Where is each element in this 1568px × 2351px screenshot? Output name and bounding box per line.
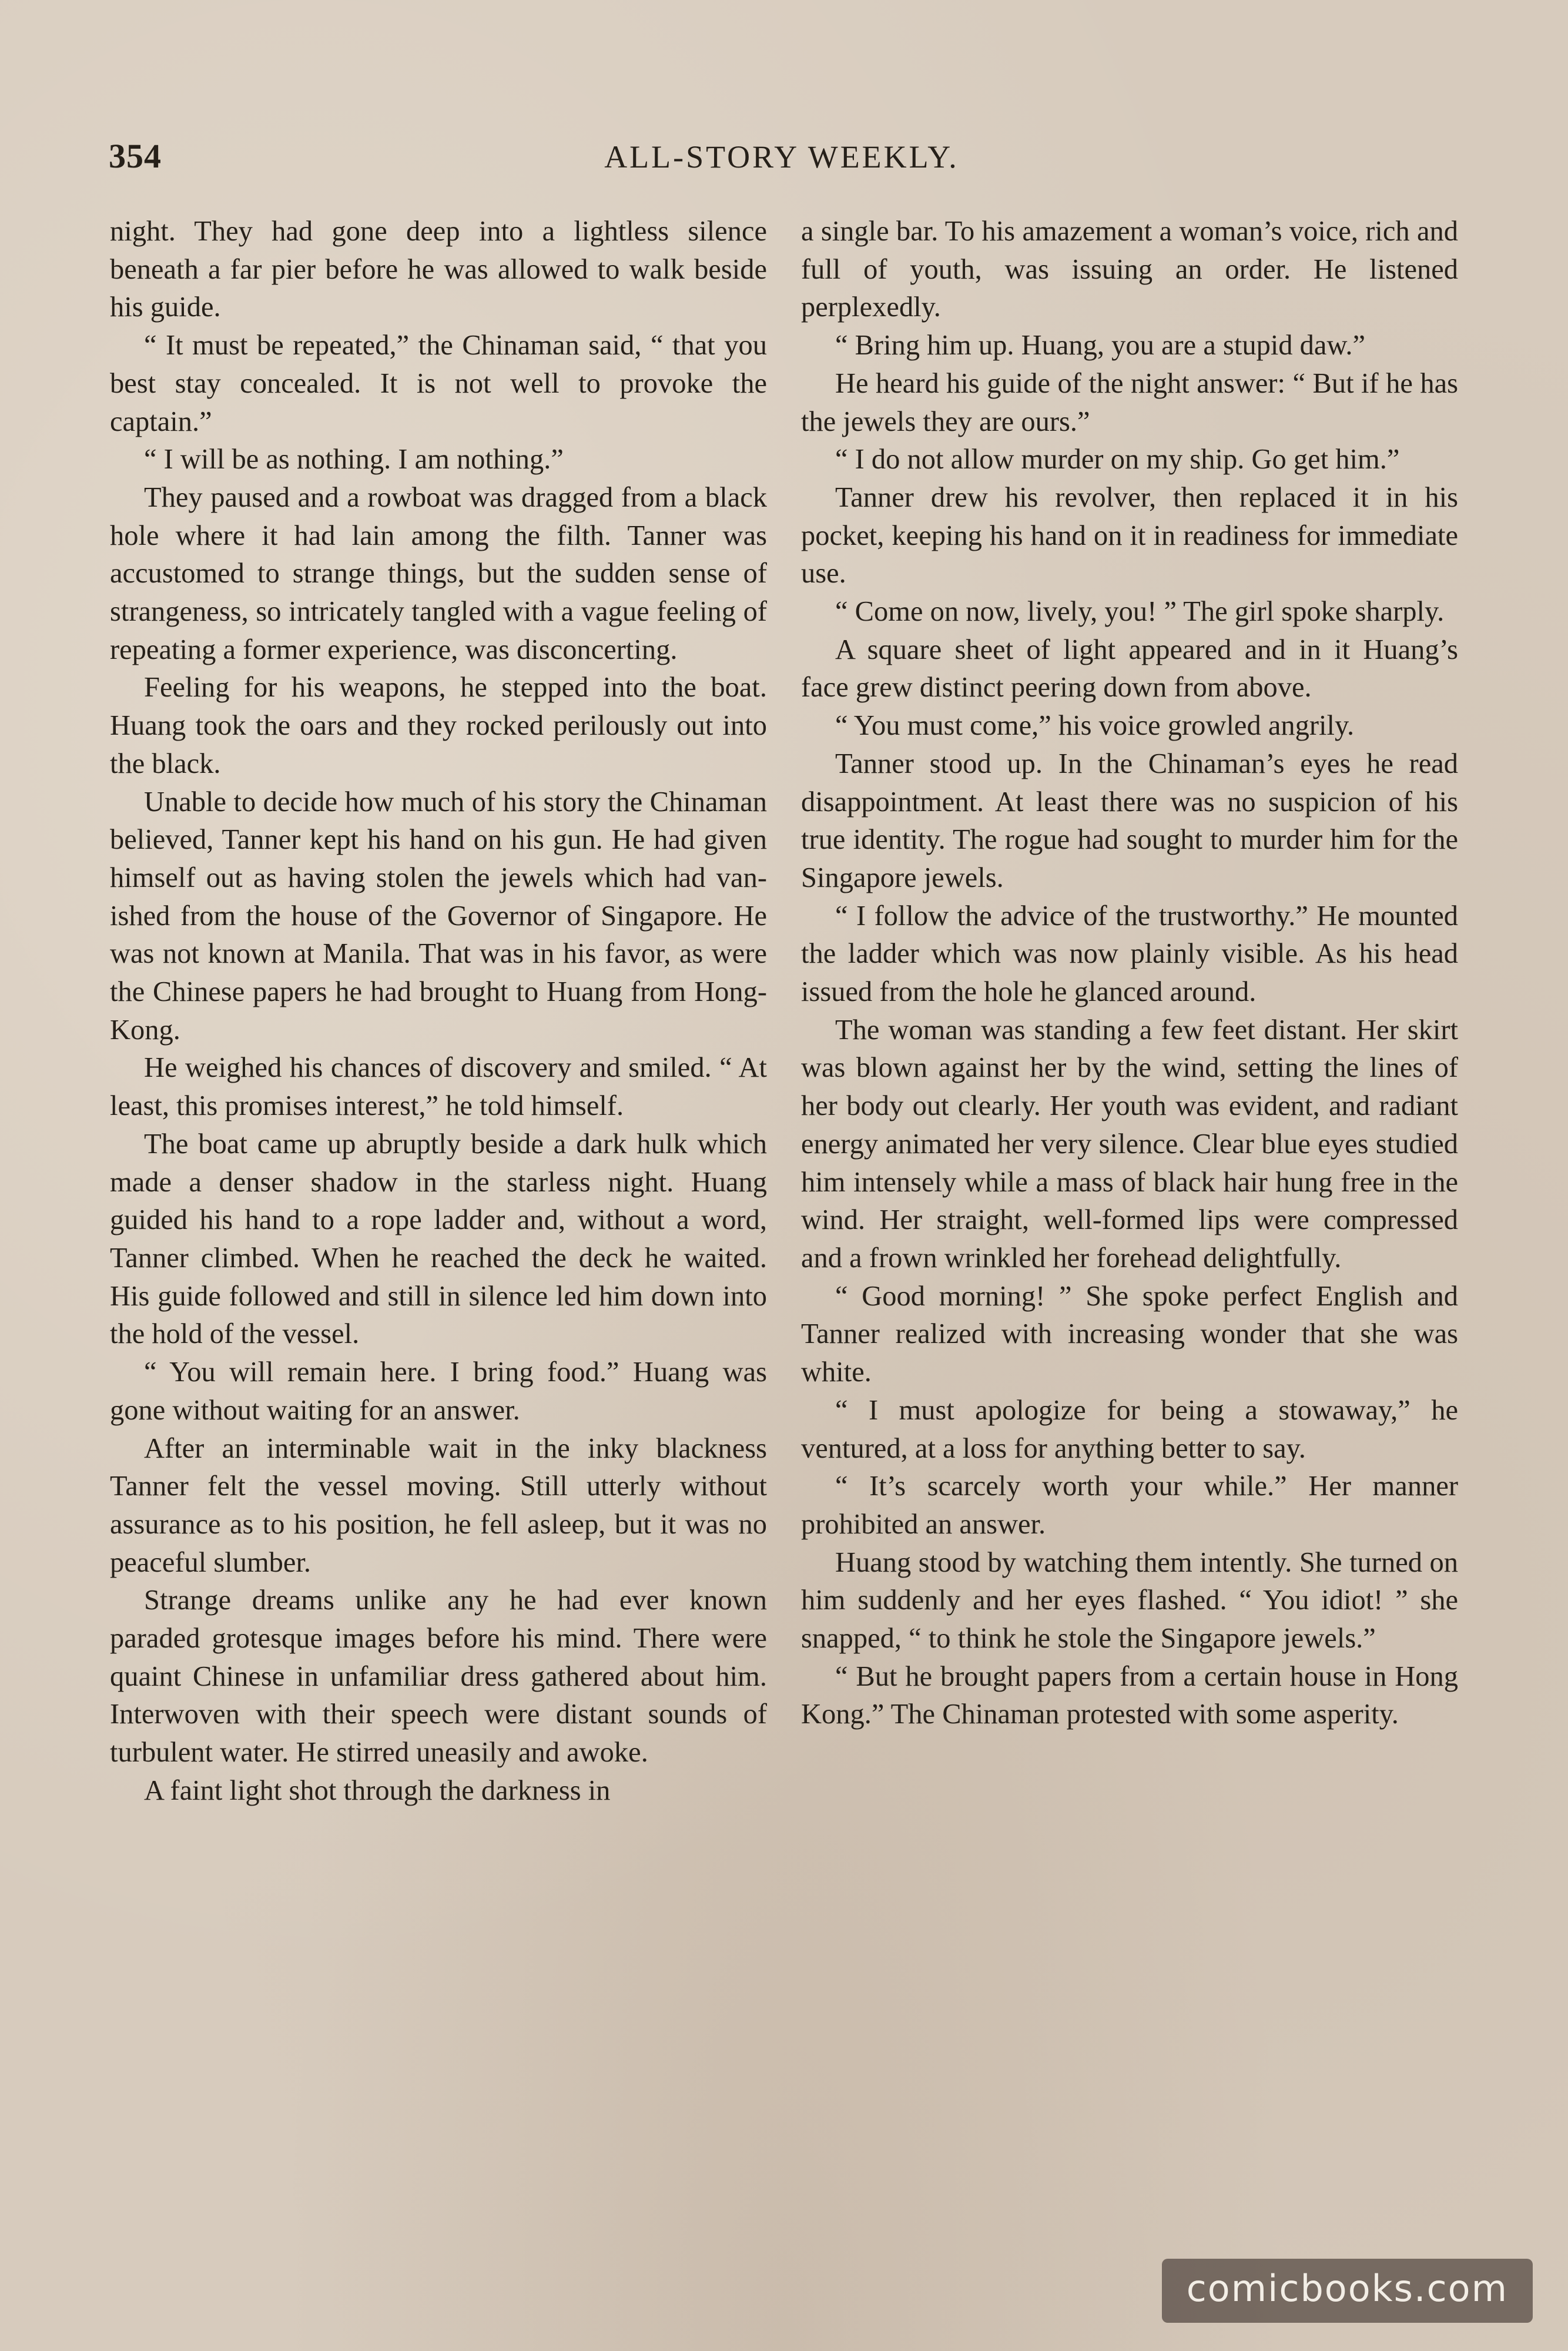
paragraph: He weighed his chances of discovery and smiled. “ At least, this promises interest,” he told himself. [110, 1052, 767, 1122]
paragraph: “ I must apologize for being a stowaway,” he ventured, at a loss for anything better to say. [801, 1394, 1458, 1464]
paragraph: a single bar. To his amazement a woman’s voice, rich and full of youth, was issuing an order. He listened perplexedly. [801, 216, 1458, 323]
paragraph: Huang stood by watching them intently. She turned on him suddenly and her eyes flashed. “ You idiot! ” she snapped, “ to think he stole the Singapore jewels.” [801, 1546, 1458, 1655]
paragraph: After an interminable wait in the inky blackness Tanner felt the vessel moving. Still utterly without assurance as to his position, he fell asleep, but it was no peaceful slumber. [110, 1432, 767, 1578]
paragraph: “ I do not allow murder on my ship. Go get him.” [835, 444, 1400, 475]
paragraph: “ I will be as nothing. I am nothing.” [144, 444, 564, 475]
paragraph: The woman was standing a few feet distant. Her skirt was blown against her by the wind, setting the lines of her body out clearly. Her youth was evident, and radiant energy animated her very silence. Clear blue eyes studied him intensely while a mass of black hair hung free in the wind. Her straight, well-formed lips were compressed and a frown wrinkled her forehead delightfully. [801, 1014, 1458, 1274]
paragraph: “ But he brought papers from a certain house in Hong Kong.” The Chinaman protested with some asperity. [801, 1660, 1458, 1730]
paragraph: Unable to decide how much of his story the Chinaman believed, Tanner kept his hand on his gun. He had given himself out as having stolen the jewels which had vanished from the house of the Governor of Singapore. He was not known at Manila. That was in his favor, as were the Chinese papers he had brought to Huang from Hong-Kong. [110, 786, 767, 1046]
paragraph: Tanner stood up. In the Chinaman’s eyes he read disappointment. At least there was no suspicion of his true identity. The rogue had sought to murder him for the Singapore jewels. [801, 748, 1458, 893]
running-title: ALL-STORY WEEKLY. [604, 139, 959, 175]
left-column [110, 213, 767, 1810]
paragraph: night. They had gone deep into a lightless silence beneath a far pier before he was allowed to walk beside his guide. [110, 216, 767, 323]
paragraph: “ It’s scarcely worth your while.” Her manner prohibited an answer. [801, 1471, 1458, 1540]
paragraph: “ I follow the advice of the trustworthy.” He mounted the ladder which was now plainly visible. As his head issued from the hole he glanced around. [801, 900, 1458, 1008]
paragraph: “ Good morning! ” She spoke perfect English and Tanner realized with increasing wonder that she was white. [801, 1280, 1458, 1388]
paragraph: “ Bring him up. Huang, you are a stupid daw.” [835, 330, 1365, 361]
paragraph: A faint light shot through the darkness in [144, 1774, 611, 1806]
paragraph: Strange dreams unlike any he had ever known paraded grotesque images before his mind. There were quaint Chinese in unfamiliar dress gathered about him. Interwoven with their speech were distant sounds of turbulent water. He stirred uneasily and awoke. [110, 1585, 767, 1769]
paragraph: “ It must be repeated,” the Chinaman said, “ that you best stay concealed. It is not well to provoke the captain.” [110, 330, 767, 437]
paragraph: A square sheet of light appeared and in it Huang’s face grew distinct peering down from above. [801, 634, 1458, 704]
right-column [801, 213, 1458, 1734]
paragraph: They paused and a rowboat was dragged from a black hole where it had lain among the filth. Tanner was accustomed to strange things, but the sudden sense of strangeness, so intricately tangled with a vague feeling of repeating a former experience, was disconcerting. [110, 481, 767, 665]
page-number: 354 [109, 137, 162, 175]
paragraph: Feeling for his weapons, he stepped into the boat. Huang took the oars and they rocked perilously out into the black. [110, 672, 767, 779]
page-header [109, 136, 1455, 189]
paragraph: The boat came up abruptly beside a dark hulk which made a denser shadow in the starless night. Huang guided his hand to a rope ladder and, without a word, Tanner climbed. When he reached the deck he waited. His guide followed and still in silence led him down into the hold of the vessel. [110, 1128, 767, 1350]
paragraph: “ You will remain here. I bring food.” Huang was gone without waiting for an answer. [110, 1357, 767, 1426]
watermark: comicbooks.com [1162, 2259, 1533, 2323]
paragraph: He heard his guide of the night answer: “ But if he has the jewels they are ours.” [801, 367, 1458, 437]
paragraph: “ You must come,” his voice growled angrily. [835, 710, 1355, 742]
paragraph: Tanner drew his revolver, then replaced it in his pocket, keeping his hand on it in readiness for immediate use. [801, 481, 1458, 590]
paragraph: “ Come on now, lively, you! ” The girl spoke sharply. [835, 596, 1445, 628]
